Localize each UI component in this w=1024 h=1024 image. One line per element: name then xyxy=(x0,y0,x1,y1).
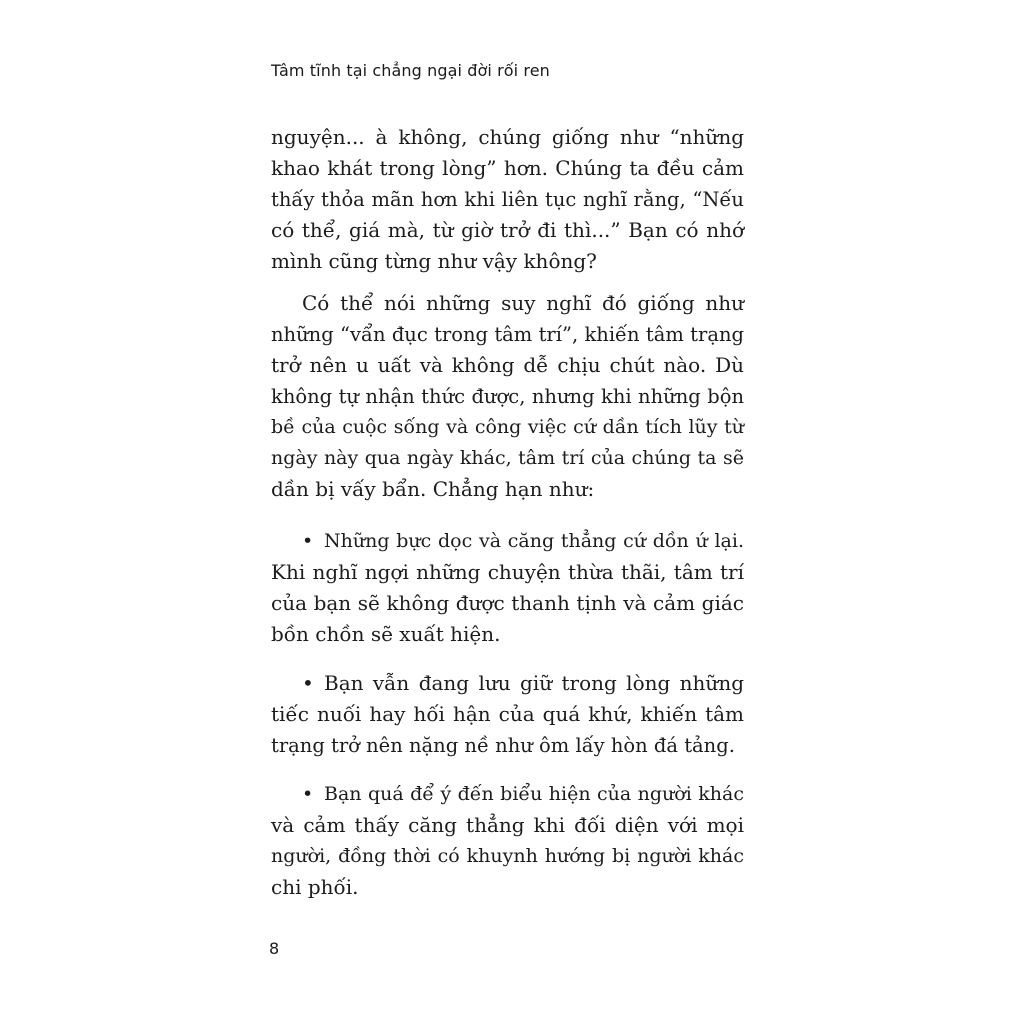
bullet-text: Bạn quá để ý đến biểu hiện của người khác xyxy=(324,783,744,805)
text-line: thấy thỏa mãn hơn khi liên tục nghĩ rằng, “Nếu xyxy=(271,188,744,211)
paragraph-continuation xyxy=(271,122,744,277)
text-line: của bạn sẽ không được thanh tịnh và cảm giác xyxy=(271,591,744,615)
bullet-text: Bạn vẫn đang lưu giữ trong lòng những xyxy=(324,671,744,695)
text-line: có thể, giá mà, từ giờ trở đi thì...” Bạn có nhớ xyxy=(271,218,744,242)
text-line: tiếc nuối hay hối hận của quá khứ, khiến tâm xyxy=(271,702,744,726)
bullet-item xyxy=(271,668,744,761)
text-line: ngày này qua ngày khác, tâm trí của chúng ta sẽ xyxy=(271,447,744,469)
text-line: người, đồng thời có khuynh hướng bị người khác xyxy=(271,845,744,867)
text-line: nguyện... à không, chúng giống như “những xyxy=(271,125,744,149)
text-line: mình cũng từng như vậy không? xyxy=(271,249,597,273)
bullet-text: Những bực dọc và căng thẳng cứ dồn ứ lại. xyxy=(324,530,744,552)
bullet-icon: • xyxy=(302,530,314,552)
text-line: Khi nghĩ ngợi những chuyện thừa thãi, tâm trí xyxy=(271,560,744,584)
page-number: 8 xyxy=(269,939,280,958)
text-line: và cảm thấy căng thẳng khi đối diện với mọi xyxy=(271,813,744,837)
text-line: khao khát trong lòng” hơn. Chúng ta đều cảm xyxy=(271,156,744,180)
text-line: bồn chồn sẽ xuất hiện. xyxy=(271,622,501,646)
text-line: chi phối. xyxy=(271,875,359,899)
text-line: trạng trở nên nặng nề như ôm lấy hòn đá tảng. xyxy=(271,734,735,757)
bullet-item xyxy=(271,779,744,903)
body-text xyxy=(271,122,744,903)
text-line: Có thể nói những suy nghĩ đó giống như xyxy=(302,291,744,315)
text-line: những “vẩn đục trong tâm trí”, khiến tâm trạng xyxy=(271,323,744,346)
text-line: không tự nhận thức được, nhưng khi những bộn xyxy=(271,385,744,408)
text-line: dần bị vấy bẩn. Chẳng hạn như: xyxy=(271,477,595,501)
bullet-icon: • xyxy=(302,783,314,805)
bullet-icon: • xyxy=(302,671,314,695)
running-header-title: Tâm tĩnh tại chẳng ngại đời rối ren xyxy=(271,61,550,80)
text-line: bề của cuộc sống và công việc cứ dần tích lũy từ xyxy=(271,416,744,438)
bullet-item xyxy=(271,526,744,650)
text-line: trở nên u uất và không dễ chịu chút nào. Dù xyxy=(271,353,744,377)
paragraph-intro-list xyxy=(271,288,744,505)
